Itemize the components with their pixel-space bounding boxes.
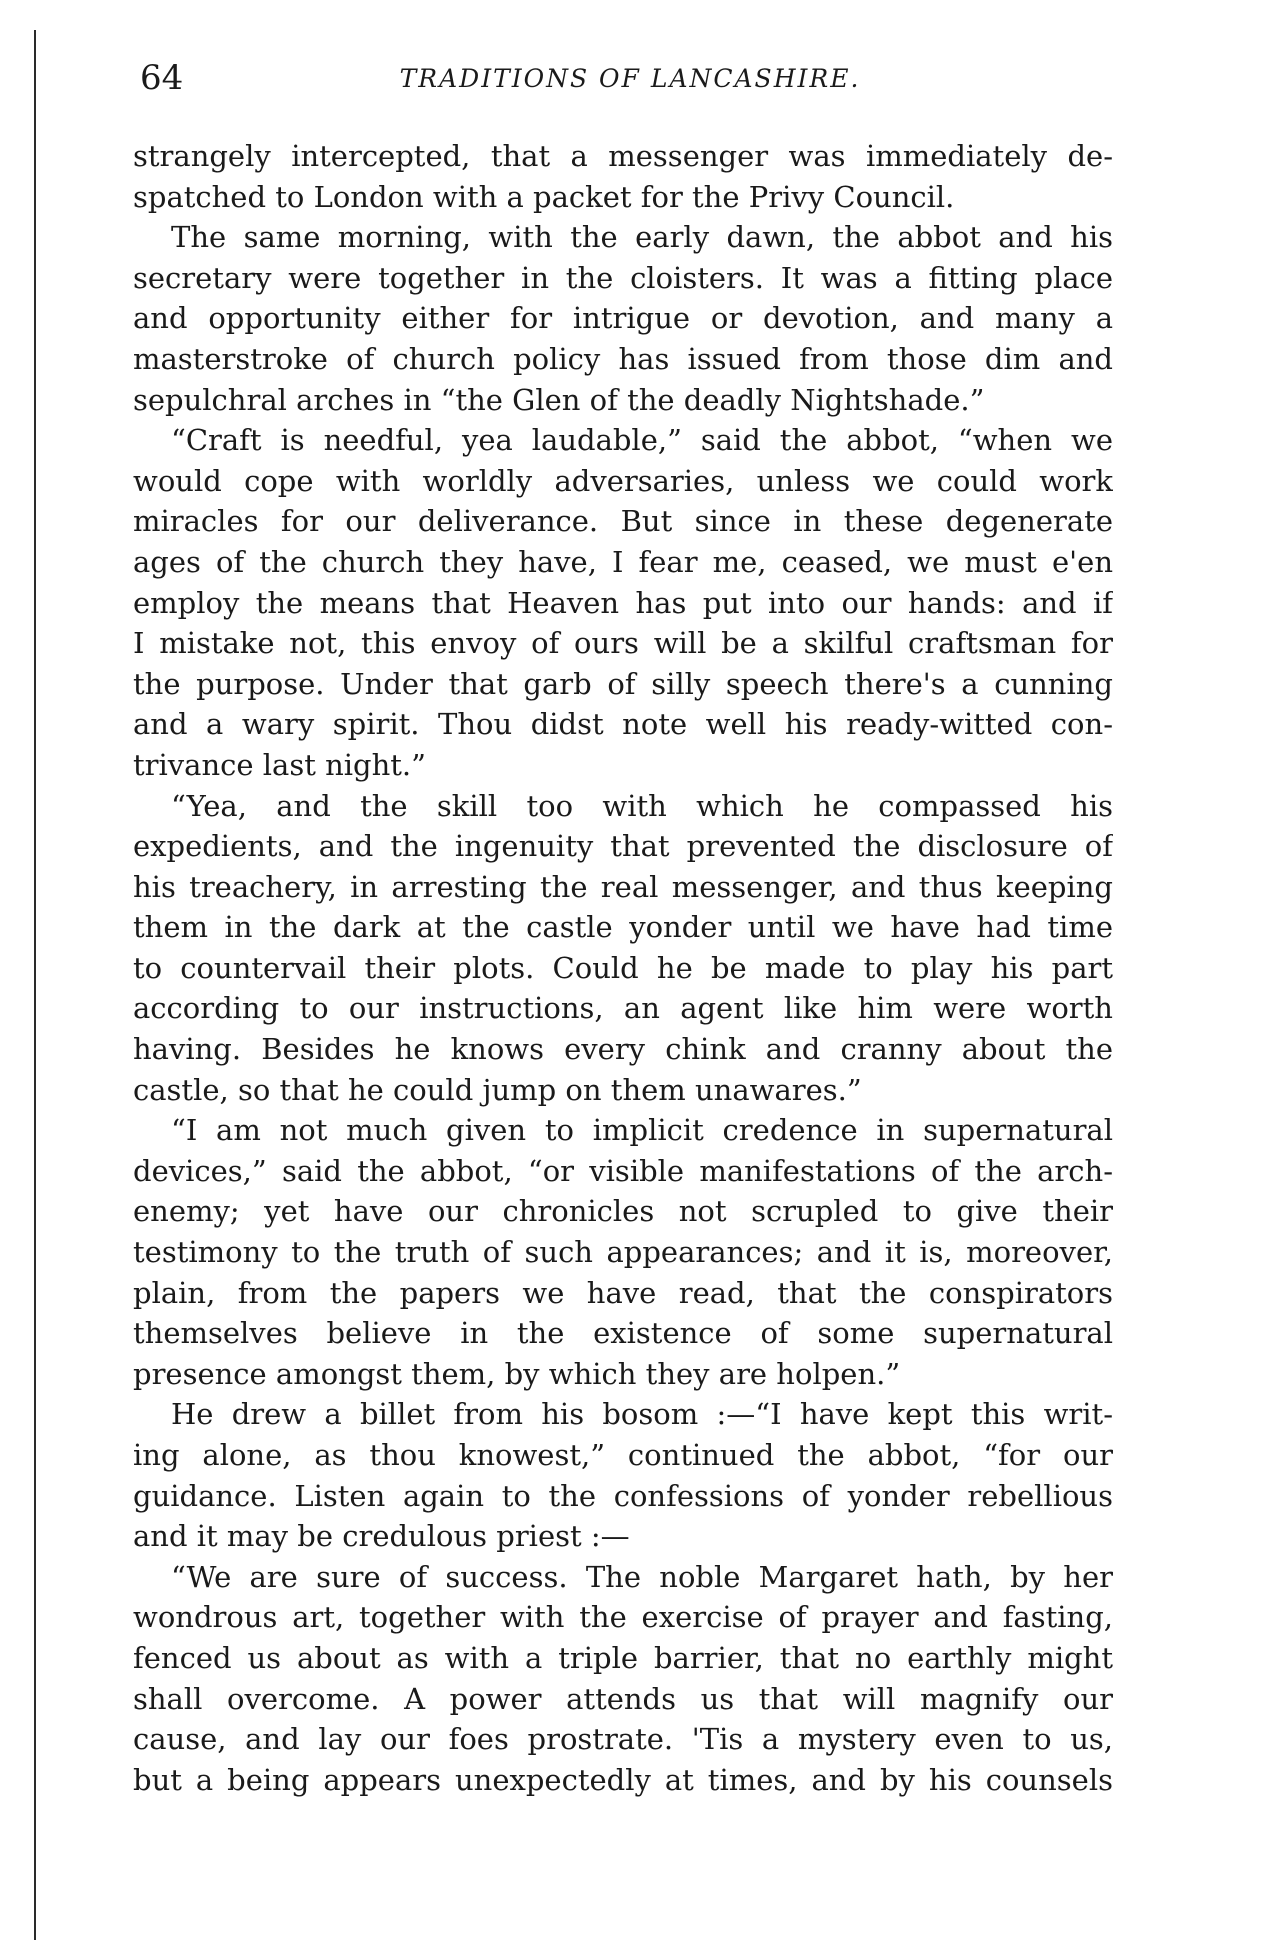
page-edge-line: [34, 30, 36, 1940]
text-line: The same morning, with the early dawn, the abbot and his: [171, 220, 1113, 255]
text-line: expedients, and the ingenuity that prevented the disclosure of: [133, 829, 1113, 864]
text-line: and a wary spirit. Thou didst note well his ready-witted con-: [133, 707, 1113, 742]
text-line: employ the means that Heaven has put into our hands: and if: [133, 585, 1113, 620]
text-line: castle, so that he could jump on them unawares.”: [133, 1072, 862, 1107]
text-line: but a being appears unexpectedly at times, and by his counsels: [133, 1762, 1113, 1797]
text-line: devices,” said the abbot, “or visible manifestations of the arch-: [133, 1153, 1113, 1188]
text-line: ing alone, as thou knowest,” continued the abbot, “for our: [133, 1438, 1113, 1472]
text-line: spatched to London with a packet for the Privy Council.: [133, 179, 955, 214]
text-line: trivance last night.”: [133, 747, 426, 782]
text-line: “Yea, and the skill too with which he compassed his: [171, 788, 1113, 823]
text-line: themselves believe in the existence of some supernatural: [133, 1316, 1113, 1351]
text-line: secretary were together in the cloisters. It was a fitting place: [133, 260, 1113, 295]
text-line: fenced us about as with a triple barrier, that no earthly might: [133, 1640, 1113, 1675]
text-line: masterstroke of church policy has issued from those dim and: [133, 341, 1113, 376]
page-header: [140, 58, 1120, 108]
text-line: shall overcome. A power attends us that will magnify our: [133, 1681, 1113, 1716]
text-line: and opportunity either for intrigue or devotion, and many a: [133, 301, 1113, 336]
text-line: ages of the church they have, I fear me, ceased, we must e'en: [133, 544, 1113, 579]
text-line: them in the dark at the castle yonder until we have had time: [133, 910, 1113, 945]
text-line: presence amongst them, by which they are holpen.”: [133, 1356, 901, 1391]
text-line: He drew a billet from his bosom :—“I have kept this writ-: [171, 1397, 1113, 1432]
text-line: enemy; yet have our chronicles not scrupled to give their: [133, 1194, 1113, 1229]
text-line: I mistake not, this envoy of ours will be a skilful craftsman for: [133, 626, 1113, 661]
text-line: and it may be credulous priest :—: [133, 1519, 630, 1554]
text-line: “I am not much given to implicit credence in supernatural: [171, 1113, 1113, 1148]
text-line: guidance. Listen again to the confessions of yonder rebellious: [133, 1478, 1113, 1513]
text-line: plain, from the papers we have read, that the conspirators: [133, 1275, 1113, 1310]
text-line: his treachery, in arresting the real messenger, and thus keeping: [133, 869, 1113, 904]
running-head: TRADITIONS OF LANCASHIRE.: [399, 64, 861, 93]
text-line: wondrous art, together with the exercise of prayer and fasting,: [133, 1600, 1113, 1635]
text-line: would cope with worldly adversaries, unless we could work: [133, 463, 1113, 498]
text-line: miracles for our deliverance. But since in these degenerate: [133, 504, 1113, 539]
text-line: according to our instructions, an agent like him were worth: [133, 991, 1113, 1026]
text-line: to countervail their plots. Could he be made to play his part: [133, 950, 1113, 985]
body-text: [133, 136, 1113, 1800]
page-number: 64: [140, 58, 184, 98]
text-line: the purpose. Under that garb of silly speech there's a cunning: [133, 666, 1113, 701]
text-line: “Craft is needful, yea laudable,” said the abbot, “when we: [171, 423, 1113, 458]
text-line: strangely intercepted, that a messenger was immediately de-: [133, 139, 1113, 173]
text-line: “We are sure of success. The noble Margaret hath, by her: [171, 1559, 1113, 1594]
text-line: testimony to the truth of such appearances; and it is, moreover,: [133, 1235, 1113, 1270]
text-line: having. Besides he knows every chink and cranny about the: [133, 1032, 1113, 1067]
text-line: cause, and lay our foes prostrate. 'Tis a mystery even to us,: [133, 1722, 1113, 1757]
text-line: sepulchral arches in “the Glen of the deadly Nightshade.”: [133, 382, 985, 417]
